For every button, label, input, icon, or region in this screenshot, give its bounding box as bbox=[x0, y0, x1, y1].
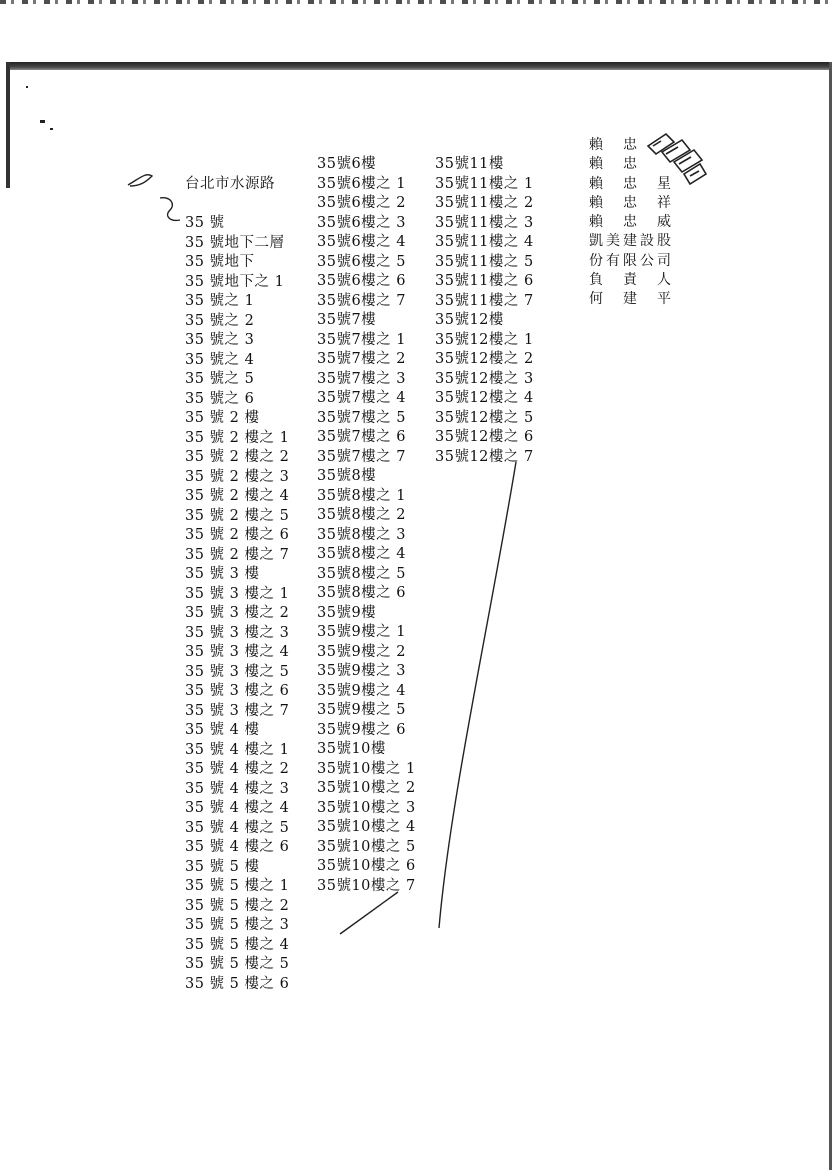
address-line: 35號6樓之 5 bbox=[317, 253, 407, 270]
address-line: 35 號 2 樓之 3 bbox=[185, 468, 290, 485]
address-line: 35號12樓 bbox=[435, 312, 504, 328]
signatory-line: 負 責 人 bbox=[589, 272, 674, 289]
address-line: 35 號 2 樓 bbox=[185, 410, 260, 426]
address-line: 35 號地下二層 bbox=[185, 234, 285, 251]
address-line: 35號11樓 bbox=[435, 156, 504, 172]
address-line: 35 號 5 樓之 1 bbox=[185, 878, 290, 894]
signatory-line: 凱美建設股 bbox=[589, 233, 674, 250]
address-line: 35 號 5 樓之 5 bbox=[185, 956, 290, 972]
address-line: 35 號 3 樓之 1 bbox=[185, 585, 290, 602]
address-line: 35 號 5 樓 bbox=[185, 858, 260, 875]
address-line: 35 號之 3 bbox=[185, 332, 255, 348]
address-line: 35號10樓之 2 bbox=[317, 780, 416, 796]
address-line: 35號12樓之 7 bbox=[435, 448, 534, 465]
address-line: 35 號 2 樓之 4 bbox=[185, 488, 290, 504]
signatory-line: 賴 忠 星 bbox=[589, 175, 674, 192]
address-line: 35號8樓之 5 bbox=[317, 565, 407, 582]
address-line: 35號9樓 bbox=[317, 604, 377, 621]
scan-speck bbox=[26, 86, 28, 88]
address-line: 35號12樓之 5 bbox=[435, 409, 534, 426]
address-line: 35號11樓之 4 bbox=[435, 234, 534, 250]
address-line: 35號7樓之 7 bbox=[317, 448, 407, 465]
address-line: 35 號地下之 1 bbox=[185, 273, 285, 290]
address-line: 35 號 3 樓之 4 bbox=[185, 644, 290, 660]
address-line: 35 號 4 樓之 6 bbox=[185, 839, 290, 855]
address-line: 35號11樓之 3 bbox=[435, 214, 534, 231]
address-line: 35號7樓之 6 bbox=[317, 429, 407, 445]
address-line: 35 號 4 樓之 4 bbox=[185, 800, 290, 816]
address-line: 35號12樓之 4 bbox=[435, 390, 534, 406]
scan-border-top bbox=[6, 62, 832, 70]
address-line: 35 號之 2 bbox=[185, 312, 255, 329]
address-line: 35號8樓 bbox=[317, 468, 377, 484]
scan-speck bbox=[40, 120, 45, 123]
address-line: 35號8樓之 3 bbox=[317, 526, 407, 543]
address-line: 35 號 2 樓之 1 bbox=[185, 429, 290, 446]
address-line: 35號9樓之 4 bbox=[317, 682, 407, 699]
address-line: 35號11樓之 5 bbox=[435, 253, 534, 270]
address-line: 35號8樓之 6 bbox=[317, 585, 407, 601]
address-line: 35 號 4 樓之 3 bbox=[185, 780, 290, 797]
address-line: 35號7樓 bbox=[317, 312, 377, 328]
address-line: 35號6樓之 2 bbox=[317, 195, 407, 211]
address-line: 35號10樓之 6 bbox=[317, 858, 416, 874]
address-line: 35號7樓之 3 bbox=[317, 370, 407, 387]
address-line: 35 號 2 樓之 5 bbox=[185, 507, 290, 524]
scan-speck bbox=[50, 128, 53, 130]
address-line: 35 號 3 樓之 5 bbox=[185, 663, 290, 680]
address-line: 35號6樓之 1 bbox=[317, 175, 407, 192]
address-line: 35號9樓之 2 bbox=[317, 643, 407, 660]
scan-border-left bbox=[6, 62, 10, 188]
address-line: 35號12樓之 3 bbox=[435, 370, 534, 387]
address-line: 35號8樓之 4 bbox=[317, 546, 407, 562]
address-line: 35號12樓之 2 bbox=[435, 351, 534, 367]
address-line: 35號7樓之 5 bbox=[317, 409, 407, 426]
address-line: 35號11樓之 6 bbox=[435, 273, 534, 289]
address-line: 35 號之 1 bbox=[185, 293, 255, 309]
address-line: 35號6樓 bbox=[317, 156, 377, 172]
address-line: 35號9樓之 1 bbox=[317, 624, 407, 640]
address-line: 35號10樓之 5 bbox=[317, 838, 416, 855]
address-line: 35 號地下 bbox=[185, 254, 255, 270]
address-line: 35號7樓之 1 bbox=[317, 331, 407, 348]
signatory-line: 賴 忠 祥 bbox=[589, 194, 674, 211]
address-column-3 bbox=[435, 155, 534, 467]
address-line: 35號9樓之 5 bbox=[317, 702, 407, 718]
address-line: 35 號 5 樓之 6 bbox=[185, 975, 290, 992]
address-line: 35號10樓之 4 bbox=[317, 819, 416, 835]
address-line: 35 號 3 樓之 7 bbox=[185, 702, 290, 719]
address-line: 35號8樓之 1 bbox=[317, 487, 407, 504]
address-line: 35號6樓之 6 bbox=[317, 273, 407, 289]
address-line: 35 號 bbox=[185, 215, 225, 231]
seal-stamp bbox=[644, 132, 708, 190]
address-line: 35 號 4 樓 bbox=[185, 722, 260, 738]
signatory-line: 何 建 平 bbox=[589, 291, 674, 308]
signatory-line: 賴 忠 bbox=[589, 137, 640, 153]
address-line: 35號6樓之 3 bbox=[317, 214, 407, 231]
signatory-line: 賴 忠 威 bbox=[589, 214, 674, 231]
address-line: 35號10樓 bbox=[317, 741, 386, 757]
address-line: 35號6樓之 4 bbox=[317, 234, 407, 250]
address-line: 35號11樓之 7 bbox=[435, 292, 534, 309]
margin-bracket-mark bbox=[160, 198, 180, 221]
address-line: 35 號 2 樓之 6 bbox=[185, 527, 290, 543]
address-line: 35號11樓之 1 bbox=[435, 175, 534, 192]
address-column-2 bbox=[317, 155, 416, 896]
address-line: 35 號之 5 bbox=[185, 371, 255, 387]
address-column-1 bbox=[185, 136, 289, 994]
address-line: 35 號 5 樓之 3 bbox=[185, 917, 290, 933]
address-line: 35號12樓之 1 bbox=[435, 331, 534, 348]
address-line: 35 號 3 樓 bbox=[185, 566, 260, 582]
address-line: 35號8樓之 2 bbox=[317, 507, 407, 523]
address-line: 35號10樓之 7 bbox=[317, 877, 416, 894]
address-line: 35號9樓之 6 bbox=[317, 721, 407, 738]
column-end-stroke bbox=[439, 462, 516, 928]
address-line: 35號11樓之 2 bbox=[435, 195, 534, 211]
address-line: 35號10樓之 1 bbox=[317, 760, 416, 777]
column-end-stroke bbox=[340, 892, 398, 934]
address-line: 35 號 5 樓之 2 bbox=[185, 897, 290, 914]
address-line: 35 號 4 樓之 1 bbox=[185, 741, 290, 758]
address-line: 35 號 3 樓之 3 bbox=[185, 624, 290, 641]
address-line: 35 號 4 樓之 2 bbox=[185, 761, 290, 777]
address-line: 35 號之 6 bbox=[185, 390, 255, 407]
address-line: 35 號 3 樓之 2 bbox=[185, 605, 290, 621]
address-line: 35號10樓之 3 bbox=[317, 799, 416, 816]
address-header: 台北市水源路 bbox=[185, 176, 275, 192]
address-line: 35 號 2 樓之 2 bbox=[185, 449, 290, 465]
margin-bracket-mark bbox=[128, 175, 152, 186]
address-line: 35號9樓之 3 bbox=[317, 663, 407, 679]
signatory-line: 份有限公司 bbox=[589, 252, 674, 269]
address-line: 35號7樓之 4 bbox=[317, 390, 407, 406]
address-line: 35號7樓之 2 bbox=[317, 351, 407, 367]
scan-edge-top bbox=[0, 0, 832, 4]
address-line: 35 號 5 樓之 4 bbox=[185, 936, 290, 953]
address-line: 35號6樓之 7 bbox=[317, 292, 407, 309]
address-line: 35 號之 4 bbox=[185, 351, 255, 368]
signatory-line: 賴 忠 bbox=[589, 156, 640, 173]
address-line: 35 號 4 樓之 5 bbox=[185, 819, 290, 836]
address-line: 35 號 2 樓之 7 bbox=[185, 546, 290, 563]
address-line: 35 號 3 樓之 6 bbox=[185, 683, 290, 699]
address-line: 35號12樓之 6 bbox=[435, 429, 534, 445]
